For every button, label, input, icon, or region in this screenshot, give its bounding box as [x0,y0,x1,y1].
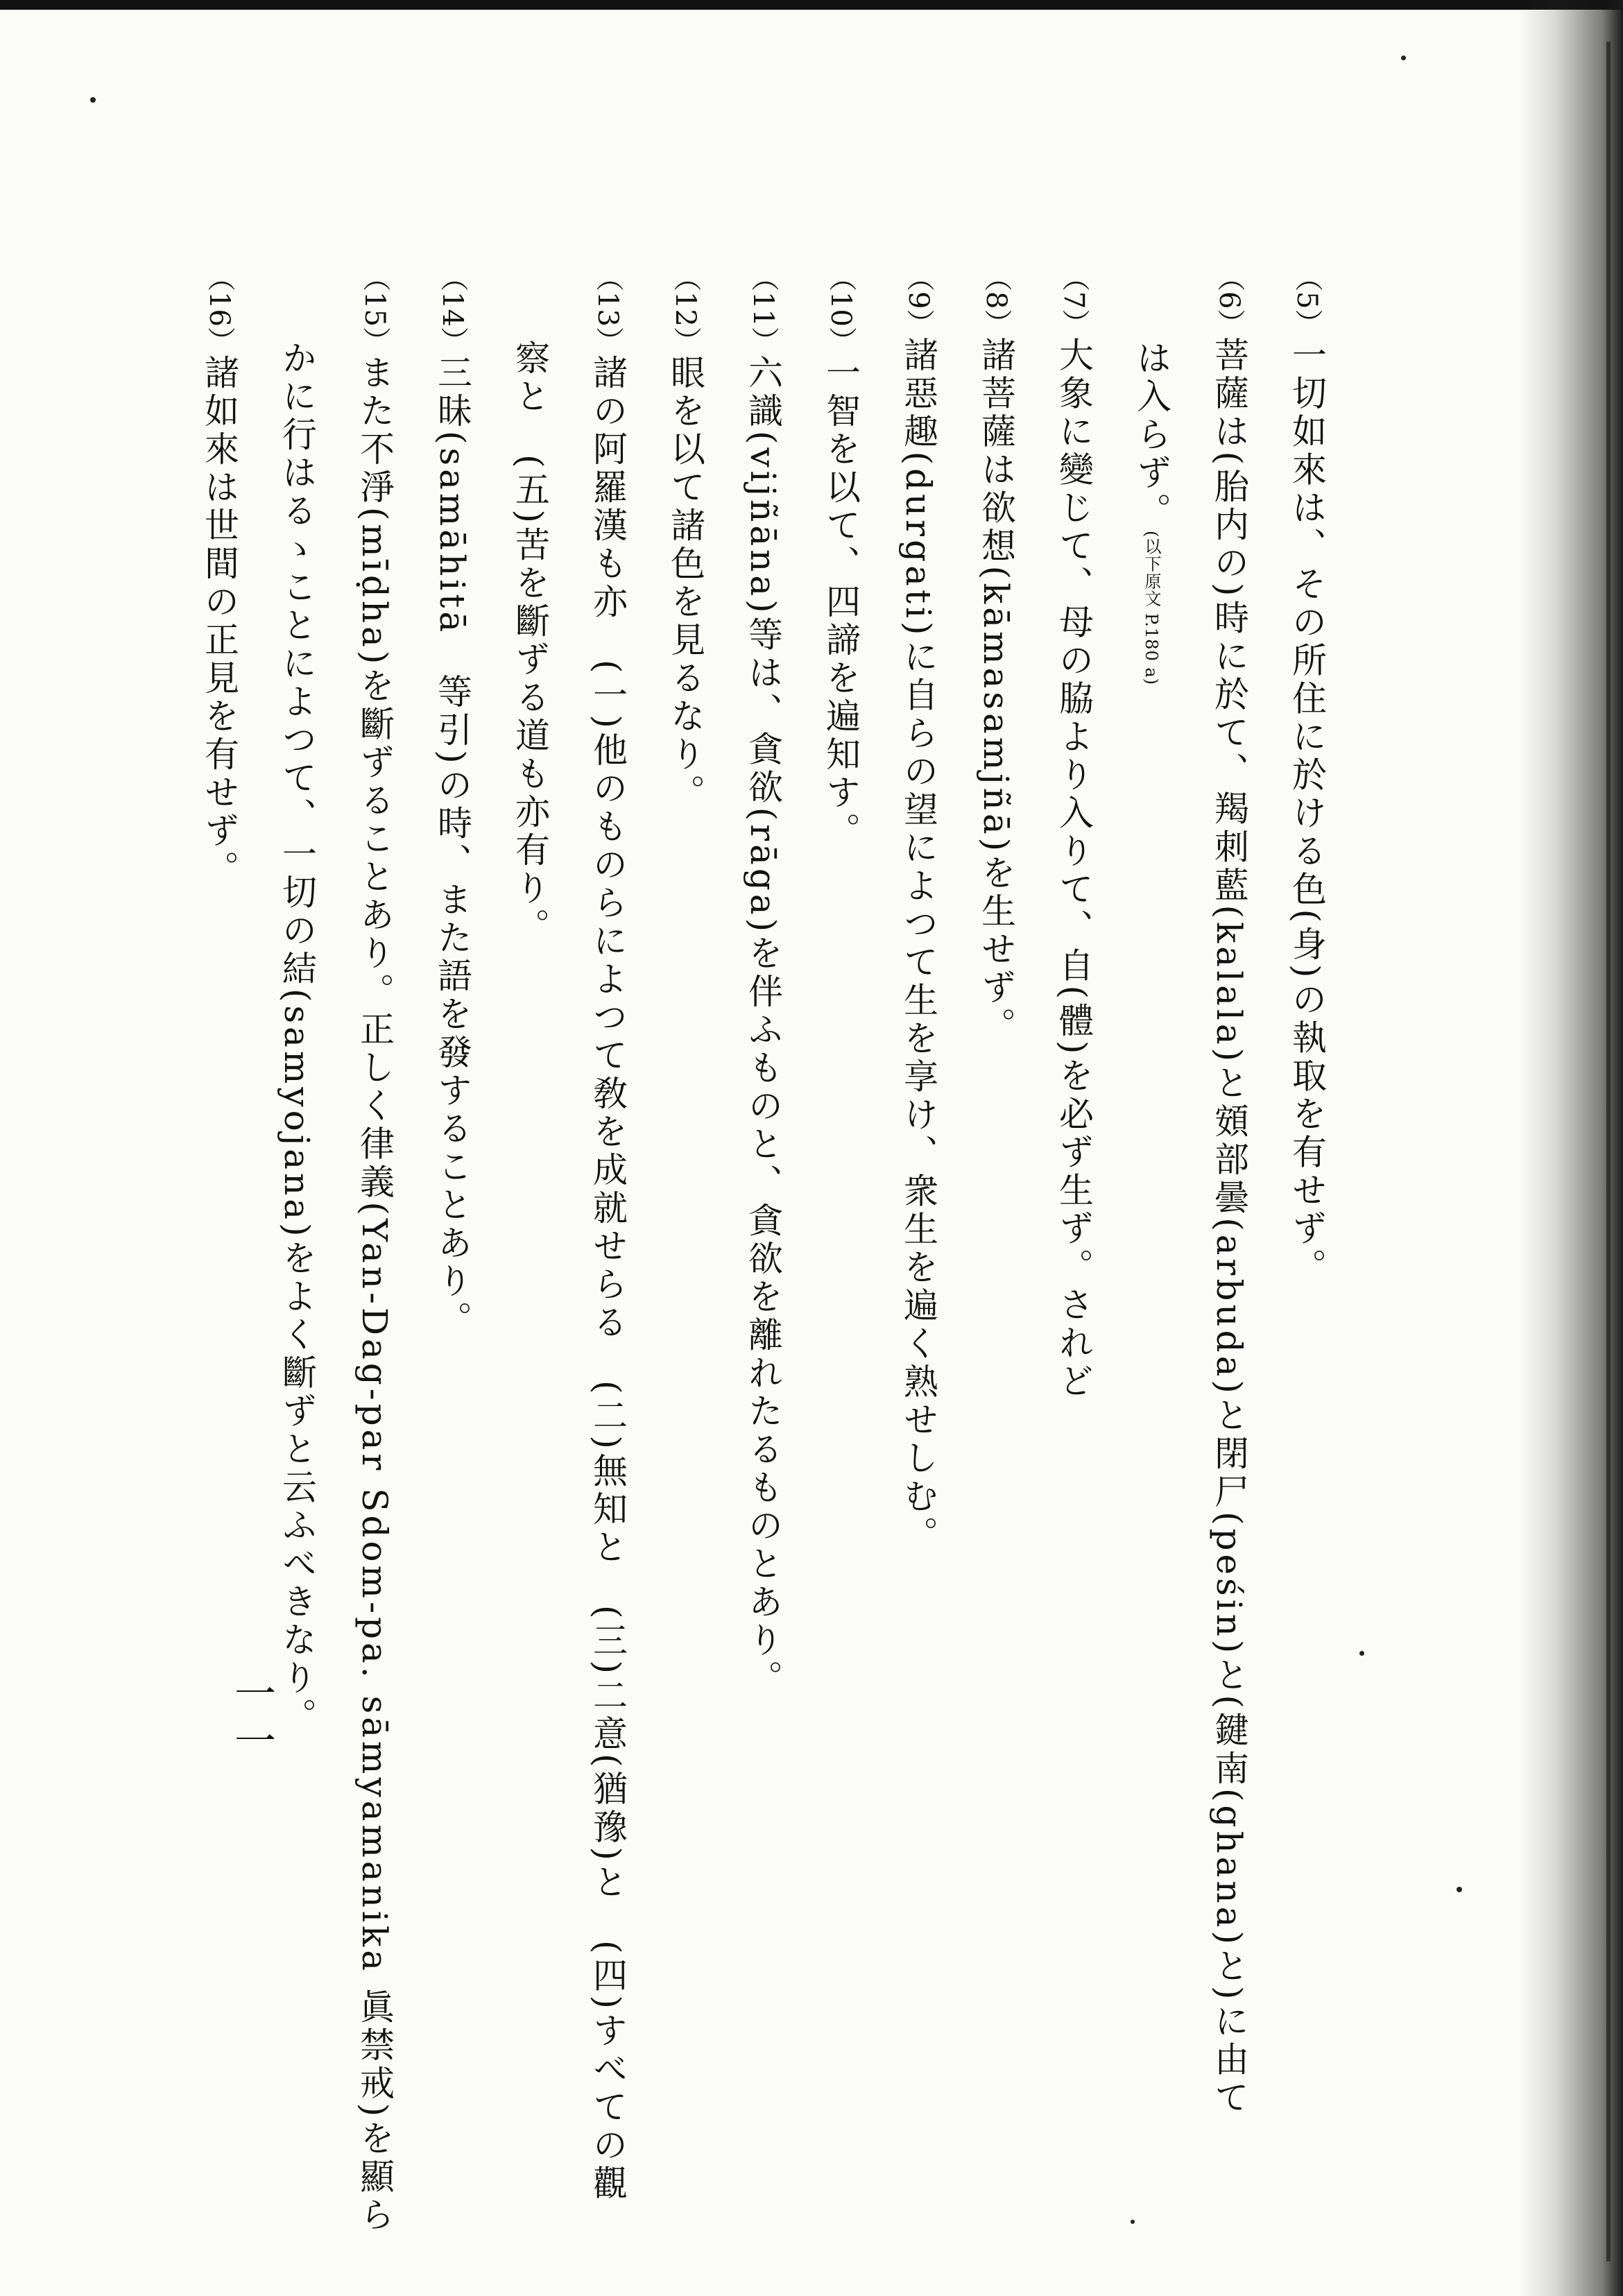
entry-11: （11）六識(vijñāna)等は、貪欲(rāga)を伴ふものと、貪欲を離れたるものとあり。 [743,264,783,1699]
entry-6: （6）菩薩は(胎内の)時に於て、羯刺藍(kalala)と頞部曇(arbuda)と閉尸(peśin)と(鍵南(ghana)と)に由て [1209,264,1249,2118]
entry-15-continued: かに行はるゝことによつて、一切の結(samyojana)をよく斷ずと云ふべきなり。 [277,340,317,1736]
dust-speck [90,97,96,103]
dust-speck [1131,2220,1135,2224]
original-page-note: (以下原文 P.180 a) [1142,531,1161,686]
entry-13-continued: 察と (五)苦を斷ずる道も亦有り。 [510,340,550,947]
entry-14: （14）三昧(samāhitā 等引)の時、また語を發することあり。 [432,264,472,1339]
scan-binding-shadow [1519,0,1623,2296]
page-number: 一一 [227,1672,276,1766]
entry-15: （15）また不淨(mīḍha)を斷ずることあり。正しく律義(Yan-Dag-par Sdom-pa. sāmyamanika 眞禁戒)を顯ら [354,264,395,2235]
scan-top-border [0,0,1623,10]
entry-9: （9）諸惡趣(durgati)に自らの望によつて生を享け、衆生を遍く熟せしむ。 [898,264,938,1554]
binding-stripe [1606,42,1611,2261]
entry-10: （10）一智を以て、四諦を遍知す。 [821,264,861,850]
vertical-text-body [166,264,1346,2235]
entry-8: （8）諸菩薩は欲想(kāmasamjñā)を生せず。 [976,264,1016,1046]
entry-16: （16）諸如來は世間の正見を有せず。 [199,264,239,889]
dust-speck [1457,1887,1462,1892]
entry-12: （12）眼を以て諸色を見るなり。 [665,264,705,812]
dust-speck [1401,55,1406,60]
entry-6-continued: は入らず。(以下原文 P.180 a) [1131,340,1171,686]
entry-5: （5）一切如來は、その所住に於ける色(身)の執取を有せず。 [1287,264,1327,1287]
entry-13: （13）諸の阿羅漢も亦 (一)他のものらによつて敎を成就せらる (二)無知と (三)二意(猶豫)と (四)すべての觀 [587,264,628,2203]
entry-7: （7）大象に變じて、母の脇より入りて、自(體)を必ず生ず。されど [1054,264,1094,1401]
dust-speck [1359,1651,1364,1656]
